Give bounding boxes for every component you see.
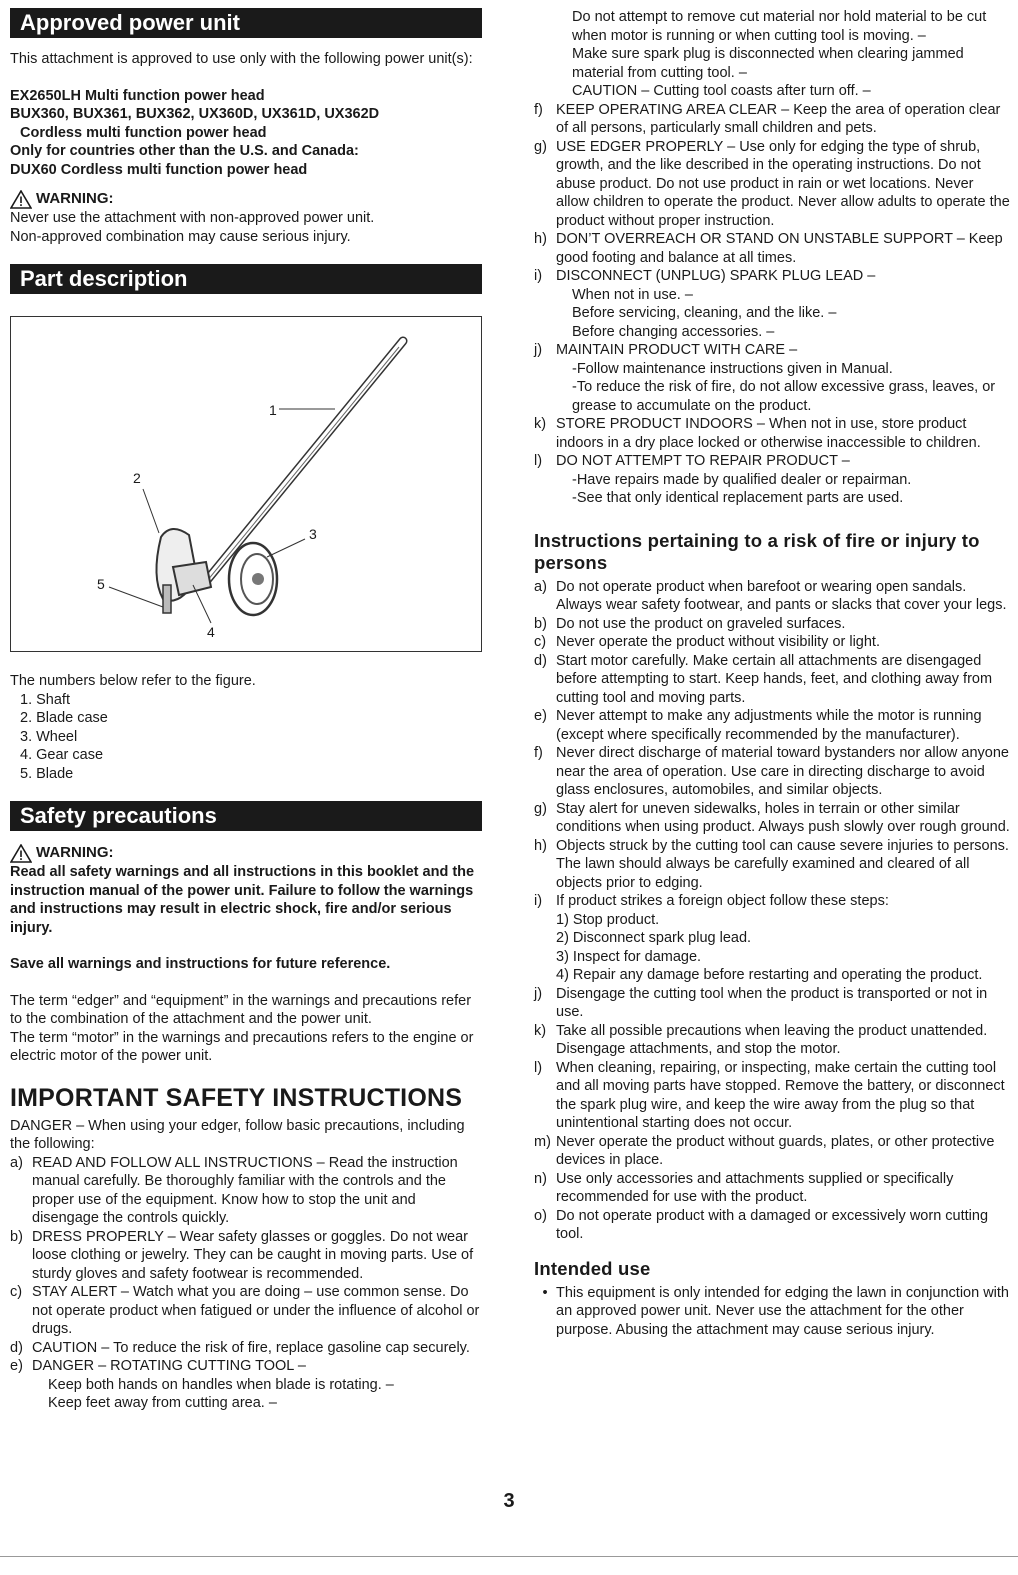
part-item: 1. Shaft	[20, 691, 70, 708]
list-item: e) Never attempt to make any adjustments while the motor is running (except where specifically recommended by the manufacturer).	[534, 708, 982, 743]
list-item: h) Objects struck by the cutting tool can cause severe injuries to persons. The lawn should always be carefully examined and cleared of all objects prior to edging.	[534, 837, 1009, 891]
list-item: g) Stay alert for uneven sidewalks, holes in terrain or other similar conditions when using product. Always push slowly over rough ground.	[534, 800, 1010, 835]
warning-label: WARNING:	[36, 190, 114, 207]
list-item: o) Do not operate product with a damaged or excessively worn cutting tool.	[534, 1207, 989, 1242]
edger-figure	[10, 316, 482, 652]
parts-intro: The numbers below refer to the figure.	[10, 673, 256, 689]
step-item: 3) Inspect for damage.	[556, 948, 702, 965]
list-item: j) Disengage the cutting tool when the product is transported or not in use.	[534, 985, 988, 1020]
footer-divider	[0, 1556, 1018, 1557]
list-item: m) Never operate the product without guards, plates, or other protective devices in place.	[534, 1133, 995, 1168]
list-item: k) Take all possible precautions when leaving the product unattended. Disengage attachments, and stop the motor.	[534, 1022, 988, 1057]
sub-item: Before servicing, cleaning, and the like. –	[572, 305, 837, 321]
list-item: h) DON’T OVERREACH OR STAND ON UNSTABLE SUPPORT – Keep good footing and balance at all times.	[534, 231, 1003, 266]
warning-triangle-icon	[10, 844, 32, 863]
warning-triangle-icon	[10, 190, 32, 209]
intended-heading: Intended use	[534, 1257, 651, 1279]
list-item: a) Do not operate product when barefoot or wearing open sandals. Always wear safety footwear, and pants or slacks that cover your legs.	[534, 578, 1007, 613]
sub-item: -Have repairs made by qualified dealer or repairman.	[572, 471, 912, 488]
sub-item: -To reduce the risk of fire, do not allow excessive grass, leaves, or grease to accumulate on the product.	[572, 379, 996, 414]
unit-line-3: Cordless multi function power head	[20, 124, 267, 141]
list-item: j) MAINTAIN PRODUCT WITH CARE –	[534, 342, 798, 358]
label-5: 5	[97, 576, 105, 592]
part-item: 5. Blade	[20, 765, 74, 782]
list-item: b) Do not use the product on graveled surfaces.	[534, 615, 846, 632]
list-item: i) If product strikes a foreign object follow these steps:	[534, 893, 889, 909]
sub-item: Make sure spark plug is disconnected when clearing jammed material from cutting tool. –	[572, 46, 964, 81]
sub-item: -Follow maintenance instructions given in Manual.	[572, 360, 893, 377]
sub-item: Do not attempt to remove cut material nor hold material to be cut when motor is running or when cutting tool is moving. –	[572, 9, 987, 44]
sub-item: -See that only identical replacement parts are used.	[572, 490, 904, 506]
list-item: l) DO NOT ATTEMPT TO REPAIR PRODUCT –	[534, 453, 850, 469]
list-item: d) Start motor carefully. Make certain all attachments are disengaged before attempting to start. Keep hands, feet, and clothing away from cutting tool and moving parts.	[534, 652, 993, 706]
approved-heading: Approved power unit	[10, 8, 482, 38]
list-item: l) When cleaning, repairing, or inspecting, make certain the cutting tool and all moving parts have stopped. Remove the battery, or disconnect the spark plug wire, and keep the wire away from the plug so that unintentional starting does not occur.	[534, 1059, 1005, 1131]
sub-item: Keep both hands on handles when blade is rotating. –	[48, 1376, 394, 1393]
safety-term-2: The term “motor” in the warnings and precautions refers to the engine or electric motor of the power unit.	[10, 1029, 474, 1064]
approved-warning-line-2: Non-approved combination may cause serious injury.	[10, 228, 351, 245]
step-item: 4) Repair any damage before restarting and operating the product.	[556, 967, 983, 983]
safety-heading: Safety precautions	[10, 801, 482, 831]
list-item: g) USE EDGER PROPERLY – Use only for edging the type of shrub, growth, and the like described in the operating instructions. Do not abuse product. Do not use product in rain or wet locations. Never allow children to operate the product. Never allow adults to operate the product without proper instruction.	[534, 138, 1010, 229]
label-4: 4	[207, 624, 215, 640]
list-item: a) READ AND FOLLOW ALL INSTRUCTIONS – Read the instruction manual carefully. Be thoroughly familiar with the controls and the proper use of the equipment. Know how to stop the unit and disengage the controls quickly.	[10, 1154, 458, 1226]
list-item: n) Use only accessories and attachments supplied or specifically recommended for use with the product.	[534, 1170, 954, 1205]
label-3: 3	[309, 526, 317, 542]
list-item: d) CAUTION – To reduce the risk of fire, replace gasoline cap securely.	[10, 1339, 470, 1356]
left-column	[10, 8, 482, 1413]
right-column	[534, 8, 1010, 1339]
part-item: 4. Gear case	[20, 747, 104, 763]
approved-warning	[10, 189, 482, 209]
label-2: 2	[133, 470, 141, 486]
list-item: e) DANGER – ROTATING CUTTING TOOL –	[10, 1358, 306, 1374]
safety-term-1: The term “edger” and “equipment” in the warnings and precautions refer to the combination of the attachment and the power unit.	[10, 992, 472, 1027]
unit-line-4: Only for countries other than the U.S. and Canada:	[10, 143, 359, 159]
part-item: 3. Wheel	[20, 728, 78, 745]
sub-item: Keep feet away from cutting area. –	[48, 1395, 277, 1411]
parts-list	[10, 691, 482, 784]
unit-line-5: DUX60 Cordless multi function power head	[10, 161, 308, 178]
important-heading: IMPORTANT SAFETY INSTRUCTIONS	[10, 1083, 463, 1112]
important-intro: DANGER – When using your edger, follow basic precautions, including the following:	[10, 1117, 465, 1152]
list-item: k) STORE PRODUCT INDOORS – When not in use, store product indoors in a dry place locked or otherwise inaccessible to children.	[534, 416, 981, 451]
part-item: 2. Blade case	[20, 710, 108, 726]
approved-intro: This attachment is approved to use only with the following power unit(s):	[10, 51, 473, 67]
list-item: c) STAY ALERT – Watch what you are doing – use common sense. Do not operate product when fatigued or under the influence of alcohol or drugs.	[10, 1284, 480, 1337]
unit-line-1: EX2650LH Multi function power head	[10, 87, 265, 104]
label-1: 1	[269, 402, 277, 418]
sub-item: CAUTION – Cutting tool coasts after turn off. –	[572, 83, 871, 99]
bullet-item: • This equipment is only intended for edging the lawn in conjunction with an approved power unit. Never use the attachment for the other purpose. Abusing the attachment may cause serious injury.	[542, 1284, 1009, 1338]
page-number: 3	[503, 1490, 515, 1512]
safety-warning	[10, 843, 482, 863]
edger-illustration	[11, 317, 481, 651]
sub-item: Before changing accessories. –	[572, 323, 775, 340]
list-item: i) DISCONNECT (UNPLUG) SPARK PLUG LEAD –	[534, 268, 876, 284]
approved-warning-line-1: Never use the attachment with non-approved power unit.	[10, 210, 375, 226]
sub-item: When not in use. –	[572, 286, 693, 303]
unit-line-2: BUX360, BUX361, BUX362, UX360D, UX361D, UX362D	[10, 106, 380, 122]
list-item: f) KEEP OPERATING AREA CLEAR – Keep the area of operation clear of all persons, particularly small children and pets.	[534, 101, 1001, 136]
list-item: f) Never direct discharge of material toward bystanders nor allow anyone near the area of operation. Use care in directing discharge to avoid glass enclosures, automobiles, and similar objects.	[534, 745, 1009, 798]
fire-heading: Instructions pertaining to a risk of fire or injury to persons	[534, 529, 980, 573]
step-item: 1) Stop product.	[556, 911, 660, 928]
safety-save-text: Save all warnings and instructions for future reference.	[10, 956, 391, 972]
list-item: b) DRESS PROPERLY – Wear safety glasses or goggles. Do not wear loose clothing or jewelry. They can be caught in moving parts. Use of sturdy gloves and safety footwear is recommended.	[10, 1228, 474, 1282]
warning-label: WARNING:	[36, 844, 114, 861]
safety-warning-text: Read all safety warnings and all instructions in this booklet and the instruction manual of the power unit. Failure to follow the warnings and instructions may result in electric shock, fire and/or serious injury.	[10, 864, 475, 936]
list-item: c) Never operate the product without visibility or light.	[534, 634, 880, 650]
parts-heading: Part description	[10, 264, 482, 294]
step-item: 2) Disconnect spark plug lead.	[556, 930, 752, 946]
